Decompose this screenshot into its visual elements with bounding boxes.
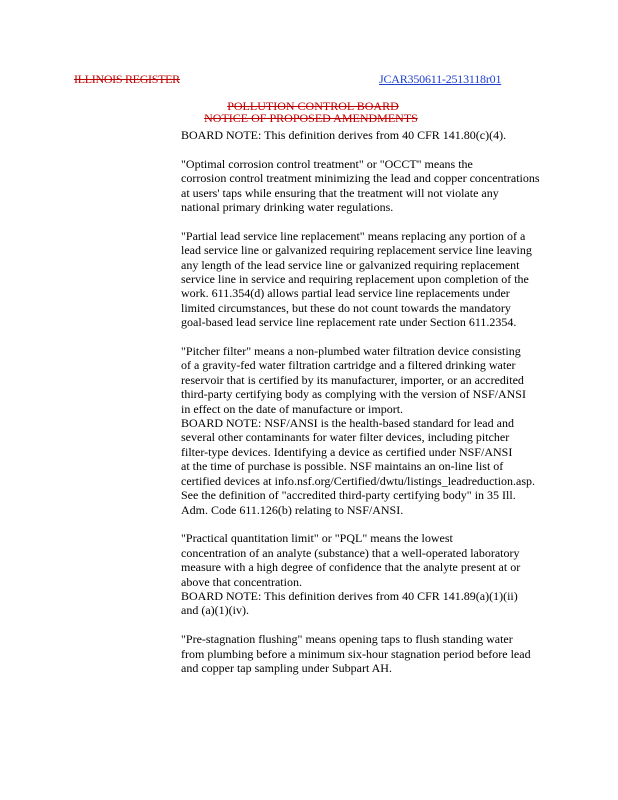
text-line: reservoir that is certified by its manufacturer, importer, or an accredited (181, 372, 524, 387)
notice-title: NOTICE OF PROPOSED AMENDMENTS (204, 111, 418, 125)
text-line: third-party certifying body as complying with the version of NSF/ANSI (181, 387, 526, 402)
pre-stagnation-flushing-definition (181, 632, 593, 675)
text-line: above that concentration. (181, 574, 302, 589)
text-line: of a gravity-fed water filtration cartridge and a filtered drinking water (181, 358, 516, 373)
pql-definition (181, 531, 593, 617)
text-line: "Practical quantitation limit" or "PQL" means the lowest (181, 531, 453, 546)
occt-definition (181, 157, 593, 215)
text-line: See the definition of "accredited third-party certifying body" in 35 Ill. (181, 488, 516, 503)
pitcher-filter-definition (181, 344, 593, 517)
jcar-code-link[interactable]: JCAR350611-2513118r01 (379, 72, 502, 86)
agency-title: POLLUTION CONTROL BOARD (227, 99, 399, 113)
text-line: "Pitcher filter" means a non-plumbed water filtration device consisting (181, 344, 521, 359)
document-body (181, 128, 593, 690)
text-line: national primary drinking water regulations. (181, 200, 394, 215)
text-line: "Optimal corrosion control treatment" or "OCCT" means the (181, 156, 473, 171)
text-line: BOARD NOTE: This definition derives from 40 CFR 141.89(a)(1)(ii) (181, 588, 518, 603)
text-line: lead service line or galvanized requiring replacement service line leaving (181, 243, 532, 258)
text-line: from plumbing before a minimum six-hour stagnation period before lead (181, 646, 531, 661)
text-line: filter-type devices. Identifying a device as certified under NSF/ANSI (181, 444, 513, 459)
text-line: at users' taps while ensuring that the treatment will not violate any (181, 185, 499, 200)
text-line: corrosion control treatment minimizing the lead and copper concentrations (181, 171, 540, 186)
text-line: service line in service and requiring replacement upon completion of the (181, 272, 529, 287)
text-line: concentration of an analyte (substance) that a well-operated laboratory (181, 545, 520, 560)
text-line: several other contaminants for water filter devices, including pitcher (181, 430, 510, 445)
board-note-paragraph (181, 128, 593, 142)
text-line: and copper tap sampling under Subpart AH. (181, 660, 392, 675)
text-line: work. 611.354(d) allows partial lead service line replacements under (181, 286, 510, 301)
text-line: Adm. Code 611.126(b) relating to NSF/ANSI. (181, 502, 404, 517)
text-line: goal-based lead service line replacement rate under Section 611.2354. (181, 315, 517, 330)
register-header: ILLINOIS REGISTER (74, 72, 180, 86)
text-line: BOARD NOTE: This definition derives from 40 CFR 141.80(c)(4). (181, 128, 507, 142)
text-line: "Pre-stagnation flushing" means opening taps to flush standing water (181, 632, 513, 647)
text-line: any length of the lead service line or galvanized requiring replacement (181, 257, 520, 272)
partial-lsl-replacement-definition (181, 229, 593, 330)
text-line: BOARD NOTE: NSF/ANSI is the health-based standard for lead and (181, 416, 514, 431)
text-line: measure with a high degree of confidence that the analyte present at or (181, 560, 521, 575)
text-line: limited circumstances, but these do not count towards the mandatory (181, 300, 511, 315)
text-line: certified devices at info.nsf.org/Certified/dwtu/listings_leadreduction.asp. (181, 473, 536, 488)
text-line: at the time of purchase is possible. NSF maintains an on-line list of (181, 459, 504, 474)
text-line: "Partial lead service line replacement" means replacing any portion of a (181, 228, 526, 243)
text-line: in effect on the date of manufacture or import. (181, 401, 404, 416)
text-line: and (a)(1)(iv). (181, 603, 249, 618)
